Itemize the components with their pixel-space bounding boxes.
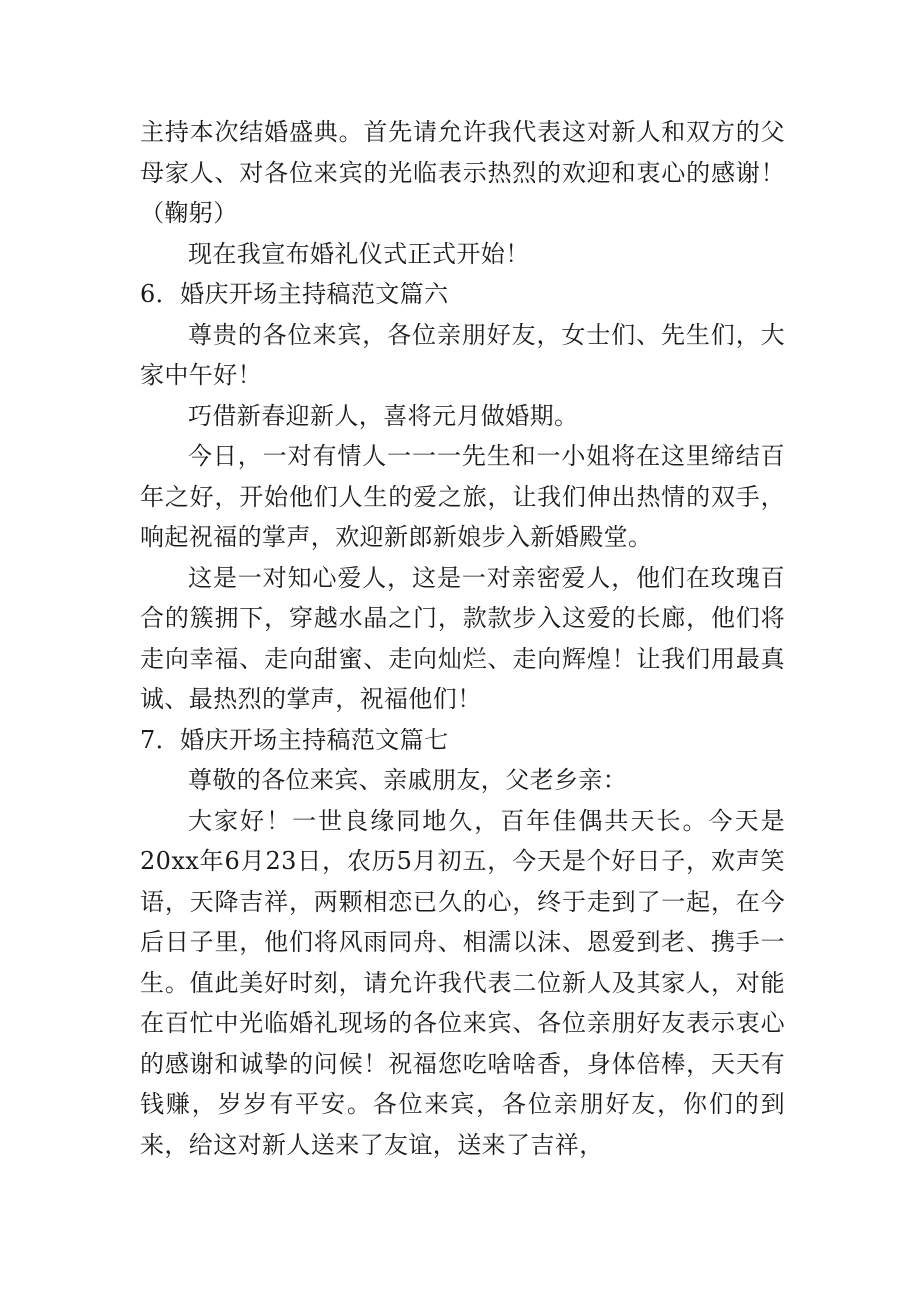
paragraph-2: 现在我宣布婚礼仪式正式开始！	[188, 239, 530, 268]
section-heading-6: 6．婚庆开场主持稿范文篇六	[140, 280, 449, 308]
paragraph-1: 主持本次结婚盛典。首先请允许我代表这对新人和双方的父母家人、对各位来宾的光临表示热烈的欢迎和衷心的感谢！（鞠躬）	[140, 118, 785, 227]
document-body	[140, 112, 785, 1165]
paragraph-6: 这是一对知心爱人，这是一对亲密爱人，他们在玫瑰百合的簇拥下，穿越水晶之门，款款步入这爱的长廊，他们将走向幸福、走向甜蜜、走向灿烂、走向辉煌！让我们用最真诚、最热烈的掌声，祝福他们！	[140, 563, 785, 713]
paragraph-8: 大家好！一世良缘同地久，百年佳偶共天长。今天是20xx年6月23日，农历5月初五，今天是个好日子，欢声笑语，天降吉祥，两颗相恋已久的心，终于走到了一起，在今后日子里，他们将风雨同舟、相濡以沫、恩爱到老、携手一生。值此美好时刻，请允许我代表二位新人及其家人，对能在百忙中光临婚礼现场的各位来宾、各位亲朋好友表示衷心的感谢和诚挚的问候！祝福您吃啥啥香，身体倍棒，天天有钱赚，岁岁有平安。各位来宾，各位亲朋好友，你们的到来，给这对新人送来了友谊，送来了吉祥，	[140, 806, 785, 1159]
paragraph-3: 尊贵的各位来宾，各位亲朋好友，女士们、先生们，大家中午好！	[140, 320, 785, 389]
section-heading-7: 7．婚庆开场主持稿范文篇七	[140, 725, 449, 754]
paragraph-7: 尊敬的各位来宾、亲戚朋友，父老乡亲：	[188, 766, 628, 794]
paragraph-4: 巧借新春迎新人，喜将元月做婚期。	[188, 401, 579, 430]
paragraph-5: 今日，一对有情人一一一先生和一小姐将在这里缔结百年之好，开始他们人生的爱之旅，让我们伸出热情的双手，响起祝福的掌声，欢迎新郎新娘步入新婚殿堂。	[140, 442, 785, 551]
